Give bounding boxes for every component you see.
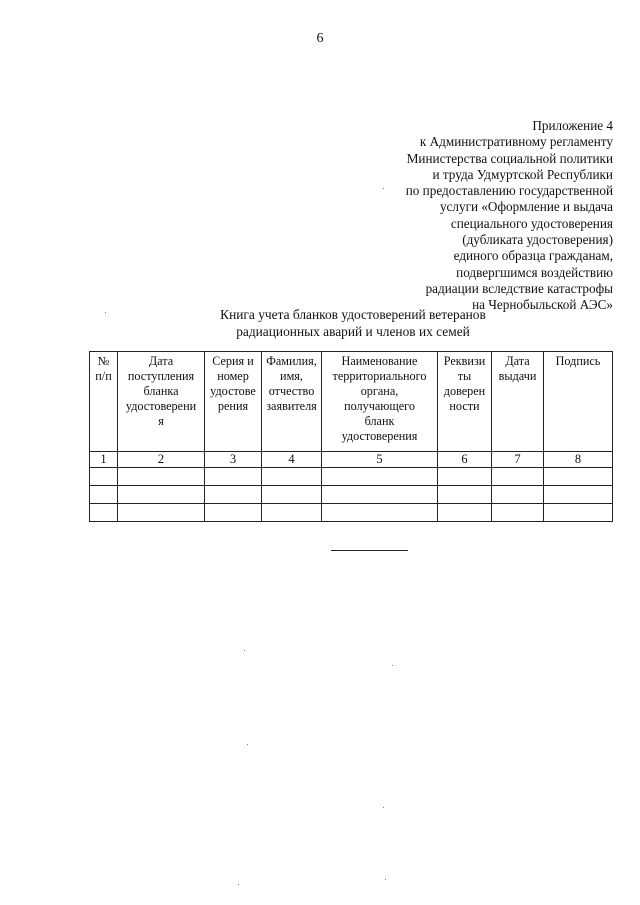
table-cell xyxy=(205,504,262,522)
appendix-line: специального удостоверения xyxy=(450,215,613,231)
table-cell xyxy=(322,504,438,522)
column-number: 4 xyxy=(262,452,322,468)
header-cell-power-of-attorney: Реквизи ты доверен ности xyxy=(438,352,492,452)
appendix-line: к Административному регламенту xyxy=(419,134,613,150)
scan-speck xyxy=(392,665,393,666)
header-cell-series-number: Серия и номер удостове рения xyxy=(205,352,262,452)
table-cell xyxy=(544,486,613,504)
table-cell xyxy=(438,486,492,504)
title-line-1: Книга учета бланков удостоверений ветеранов xyxy=(220,307,486,322)
appendix-line: и труда Удмуртской Республики xyxy=(432,166,613,182)
table-cell xyxy=(492,504,544,522)
table-cell xyxy=(118,468,205,486)
appendix-line: радиации вследствие катастрофы xyxy=(425,280,613,296)
table-row xyxy=(90,504,613,522)
register-table xyxy=(89,351,613,522)
table-cell xyxy=(262,468,322,486)
appendix-line: Министерства социальной политики xyxy=(406,150,613,166)
table-cell xyxy=(90,486,118,504)
table-cell xyxy=(205,486,262,504)
table-row xyxy=(90,468,613,486)
table-cell xyxy=(118,486,205,504)
header-cell-applicant-name: Фамилия, имя, отчество заявителя xyxy=(262,352,322,452)
scan-speck xyxy=(383,188,384,189)
column-number: 3 xyxy=(205,452,262,468)
table-cell xyxy=(205,468,262,486)
appendix-line: на Чернобыльской АЭС» xyxy=(472,297,613,313)
appendix-line: услуги «Оформление и выдача xyxy=(439,199,613,215)
scan-speck xyxy=(383,807,384,808)
table-header-row xyxy=(90,352,613,452)
column-number: 1 xyxy=(90,452,118,468)
column-number: 5 xyxy=(322,452,438,468)
appendix-line: подвергшимся воздействию xyxy=(456,264,613,280)
table-cell xyxy=(438,504,492,522)
table-row xyxy=(90,486,613,504)
table-cell xyxy=(322,468,438,486)
scan-speck xyxy=(244,650,245,651)
header-cell-issue-date: Дата выдачи xyxy=(492,352,544,452)
appendix-line: Приложение 4 xyxy=(532,118,613,133)
header-cell-number: № п/п xyxy=(90,352,118,452)
header-cell-territorial-body: Наименование территориального органа, получающего бланк удостоверения xyxy=(322,352,438,452)
appendix-line: единого образца гражданам, xyxy=(453,248,613,264)
table-cell xyxy=(544,468,613,486)
header-cell-receipt-date: Дата поступления бланка удостоверени я xyxy=(118,352,205,452)
header-cell-signature: Подпись xyxy=(544,352,613,452)
end-rule xyxy=(331,550,408,551)
column-number: 2 xyxy=(118,452,205,468)
column-number-row xyxy=(90,452,613,468)
table-cell xyxy=(262,486,322,504)
document-title xyxy=(0,306,640,340)
table-cell xyxy=(262,504,322,522)
appendix-block xyxy=(313,118,613,314)
column-number: 7 xyxy=(492,452,544,468)
page-number: 6 xyxy=(316,31,324,46)
column-number: 6 xyxy=(438,452,492,468)
scan-speck xyxy=(105,312,106,313)
table-cell xyxy=(492,486,544,504)
column-number: 8 xyxy=(544,452,613,468)
scan-speck xyxy=(238,884,239,885)
scan-speck xyxy=(385,879,386,880)
table-cell xyxy=(90,468,118,486)
table-cell xyxy=(544,504,613,522)
appendix-line: (дубликата удостоверения) xyxy=(462,232,613,248)
table-cell xyxy=(90,504,118,522)
title-line-2: радиационных аварий и членов их семей xyxy=(236,324,470,339)
table-cell xyxy=(438,468,492,486)
appendix-line: по предоставлению государственной xyxy=(405,183,613,199)
scan-speck xyxy=(247,744,248,745)
table-cell xyxy=(492,468,544,486)
table-cell xyxy=(118,504,205,522)
table-cell xyxy=(322,486,438,504)
